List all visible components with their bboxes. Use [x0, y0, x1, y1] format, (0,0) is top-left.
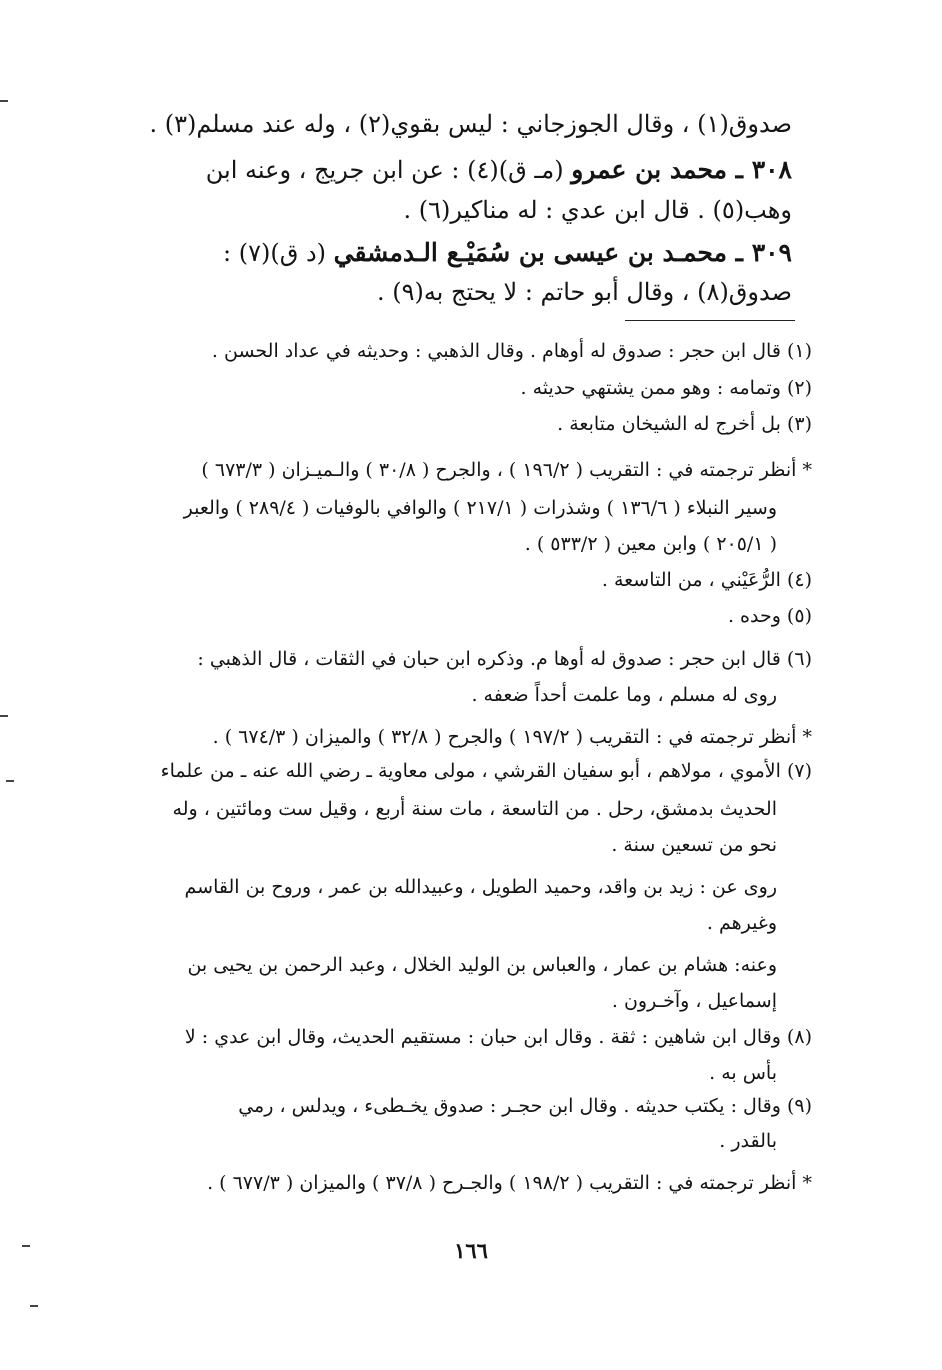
- footnote-line: (٨) وقال ابن شاهين : ثقة . وقال ابن حبان : مستقيم الحديث، وقال ابن عدي : لا: [184, 1026, 812, 1048]
- footnote-line: نحو من تسعين سنة .: [611, 834, 777, 856]
- footnote-line: إسماعيل ، وآخـرون .: [611, 990, 777, 1012]
- entry-308-heading: ٣٠٨ ـ محمد بن عمرو: [571, 155, 792, 184]
- footnote-line: وعنه: هشام بن عمار ، والعباس بن الوليد الخلال ، وعبد الرحمن بن يحيى بن: [187, 954, 777, 976]
- footnote-line: الحديث بدمشق، رحل . من التاسعة ، مات سنة أربع ، وقيل ست ومائتين ، وله: [172, 798, 777, 820]
- scan-mark: [22, 1245, 30, 1247]
- scan-mark: [0, 100, 8, 102]
- footnote-line: ( ٢٠٥/١ ) وابن معين ( ٥٣٣/٢ ) .: [524, 533, 777, 555]
- footnote-line: (١) قال ابن حجر : صدوق له أوهام . وقال الذهبي : وحديثه في عداد الحسن .: [211, 340, 812, 362]
- main-line-5: صدوق(٨) ، وقال أبو حاتم : لا يحتج به(٩) .: [376, 278, 792, 306]
- footnote-line: * أنظر ترجمته في : التقريب ( ١٩٧/٢ ) والجرح ( ٣٢/٨ ) والميزان ( ٦٧٤/٣ ) .: [212, 726, 812, 748]
- footnote-line: * أنظر ترجمته في : التقريب ( ١٩٨/٢ ) والجـرح ( ٣٧/٨ ) والميزان ( ٦٧٧/٣ ) .: [207, 1172, 812, 1194]
- footnote-line: (٧) الأموي ، مولاهم ، أبو سفيان القرشي ، مولى معاوية ـ رضي الله عنه ـ من علماء: [160, 760, 812, 782]
- footnote-line: * أنظر ترجمته في : التقريب ( ١٩٦/٢ ) ، والجرح ( ٣٠/٨ ) والـميـزان ( ٦٧٣/٣ ): [201, 459, 812, 481]
- footnote-line: (٤) الرُّعَيْني ، من التاسعة .: [601, 569, 812, 591]
- scan-mark: [6, 780, 14, 782]
- entry-309-heading: ٣٠٩ ـ محمـد بن عيسى بن سُمَيْـع الـدمشقي: [333, 238, 792, 267]
- main-line-4: ٣٠٩ ـ محمـد بن عيسى بن سُمَيْـع الـدمشقي (د ق)(٧) :: [223, 238, 792, 267]
- footnote-line: بالقدر .: [719, 1130, 777, 1152]
- footnote-separator: [625, 320, 795, 321]
- footnote-line: وغيرهم .: [706, 912, 777, 934]
- footnote-line: (٦) قال ابن حجر : صدوق له أوها م. وذكره ابن حبان في الثقات ، قال الذهبي :: [197, 648, 812, 670]
- scan-mark: [0, 715, 8, 717]
- footnote-line: (٢) وتمامه : وهو ممن يشتهي حديثه .: [520, 377, 812, 399]
- page-number: ١٦٦: [454, 1238, 488, 1263]
- footnote-line: وسير النبلاء ( ١٣٦/٦ ) وشذرات ( ٢١٧/١ ) والوافي بالوفيات ( ٢٨٩/٤ ) والعبر: [183, 497, 777, 519]
- main-line-2: ٣٠٨ ـ محمد بن عمرو (مـ ق)(٤) : عن ابن جريج ، وعنه ابن: [205, 155, 792, 184]
- scan-mark: [30, 1305, 38, 1307]
- footnote-line: (٩) وقال : يكتب حديثه . وقال ابن حجـر : صدوق يخـطىء ، ويدلس ، رمي: [238, 1095, 812, 1117]
- footnote-line: (٥) وحده .: [727, 605, 812, 627]
- footnote-line: روى عن : زيد بن واقد، وحميد الطويل ، وعبيدالله بن عمر ، وروح بن القاسم: [184, 876, 777, 898]
- main-line-1: صدوق(١) ، وقال الجوزجاني : ليس بقوي(٢) ، وله عند مسلم(٣) .: [149, 110, 792, 138]
- footnote-line: بأس به .: [709, 1062, 777, 1084]
- footnote-line: روى له مسلم ، وما علمت أحداً ضعفه .: [471, 684, 777, 706]
- footnote-line: (٣) بل أخرج له الشيخان متابعة .: [557, 413, 812, 435]
- main-line-3: وهب(٥) . قال ابن عدي : له مناكير(٦) .: [403, 196, 792, 224]
